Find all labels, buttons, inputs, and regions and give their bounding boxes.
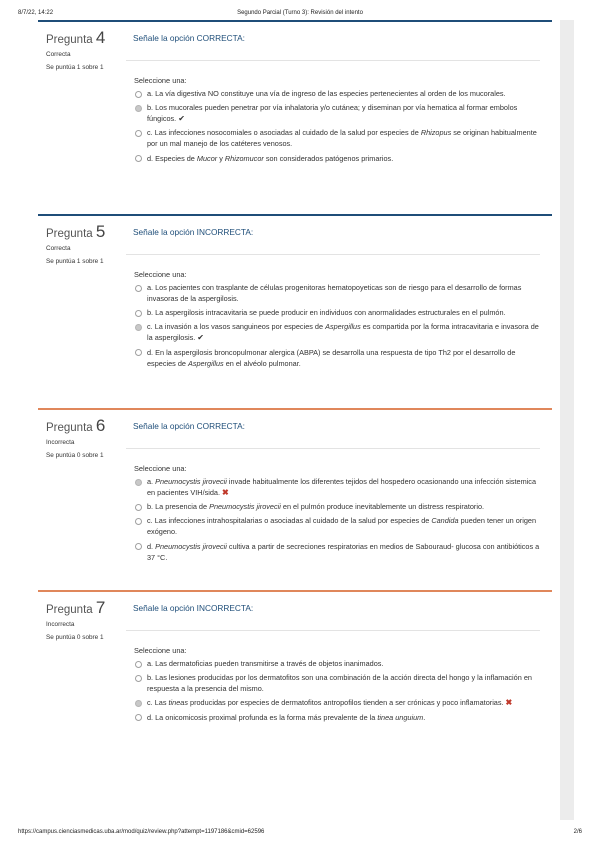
- option-b[interactable]: [135, 307, 540, 318]
- cross-icon: ✖: [505, 698, 513, 708]
- answer-options: [135, 88, 540, 164]
- question-text: Señale la opción INCORRECTA:: [126, 600, 540, 631]
- option-b[interactable]: [135, 501, 540, 512]
- option-c[interactable]: [135, 697, 540, 708]
- option-d[interactable]: [135, 347, 540, 369]
- print-page-number: 2/6: [573, 829, 582, 835]
- option-text: c. Las infecciones nosocomiales o asociadas al cuidado de la salud por especies de Rhizopus se originan habitualmente por un mal manejo de los catéteres venosos.: [147, 128, 537, 149]
- option-text: c. Las tineas producidas por especies de dermatofitos antropofilos tienden a ser crónicas y poco inflamatorias. ✖: [147, 698, 513, 708]
- radio-button-selected[interactable]: [135, 479, 142, 486]
- question-info: [46, 598, 126, 641]
- option-text: d. Pneumocystis jirovecii cultiva a partir de secreciones respiratorias en medios de Sabouraud- glucosa con antibióticos a 37 °C.: [147, 541, 540, 562]
- check-icon: ✔: [178, 114, 185, 124]
- radio-button[interactable]: [135, 130, 142, 137]
- answer-options: [135, 658, 540, 723]
- question-state: Correcta: [46, 51, 71, 58]
- question-formulation: [126, 30, 552, 164]
- option-text: d. En la aspergilosis broncopulmonar alergica (ABPA) se desarrolla una respuesta de tipo Th2 por el desarrollo de especies de Aspergillus en el alvéolo pulmonar.: [147, 347, 516, 368]
- question-4: [38, 20, 552, 214]
- radio-button-selected[interactable]: [135, 700, 142, 707]
- option-b[interactable]: [135, 672, 540, 694]
- option-d[interactable]: [135, 712, 540, 723]
- option-text: a. Los pacientes con trasplante de células progenitoras hematopoyeticas son de riesgo para el desarrollo de formas invasoras de la aspergilosis.: [147, 283, 522, 303]
- radio-button[interactable]: [135, 661, 142, 668]
- radio-button[interactable]: [135, 543, 142, 550]
- radio-button-selected[interactable]: [135, 105, 142, 112]
- question-info: [46, 222, 126, 265]
- answer-options: [135, 282, 540, 369]
- question-number: Pregunta 7: [46, 598, 106, 617]
- option-text: d. La onicomicosis proximal profunda es la forma más prevalente de la tinea unguium.: [147, 712, 426, 722]
- question-state: Incorrecta: [46, 621, 75, 628]
- option-text: a. Las dermatoficias pueden transmitirse a través de objetos inanimados.: [147, 659, 384, 668]
- question-6: [38, 408, 552, 590]
- option-a[interactable]: [135, 658, 540, 669]
- question-grade: Se puntúa 1 sobre 1: [46, 64, 104, 71]
- question-text: Señale la opción CORRECTA:: [126, 418, 540, 449]
- print-footer: [18, 829, 582, 839]
- radio-button[interactable]: [135, 285, 142, 292]
- answer-options: [135, 476, 540, 563]
- question-text: Señale la opción CORRECTA:: [126, 30, 540, 61]
- print-date: 8/7/22, 14:22: [18, 10, 54, 16]
- option-text: b. La presencia de Pneumocystis jirovecii en el pulmón produce inevitablemente un distress respiratorio.: [147, 502, 485, 512]
- option-a[interactable]: [135, 88, 540, 99]
- print-url: https://campus.cienciasmedicas.uba.ar/mod/quiz/review.php?attempt=1197186&cmid=62596: [18, 829, 265, 835]
- option-c[interactable]: [135, 127, 540, 149]
- quiz-review-content: [38, 20, 552, 770]
- question-text: Señale la opción INCORRECTA:: [126, 224, 540, 255]
- option-b[interactable]: [135, 102, 540, 124]
- print-title: Segundo Parcial (Turno 3): Revisión del intento: [237, 10, 363, 16]
- answer-prompt: Seleccione una:: [134, 270, 187, 279]
- option-c[interactable]: [135, 321, 540, 343]
- answer-prompt: Seleccione una:: [134, 464, 187, 473]
- question-state: Correcta: [46, 245, 71, 252]
- radio-button[interactable]: [135, 91, 142, 98]
- option-d[interactable]: [135, 541, 540, 563]
- radio-button[interactable]: [135, 675, 142, 682]
- question-state: Incorrecta: [46, 439, 75, 446]
- option-text: b. La aspergilosis intracavitaria se puede producir en individuos con anormalidades estructurales en el pulmón.: [147, 308, 506, 318]
- option-text: b. Las lesiones producidas por los dermatofitos son una combinación de la acción directa del hongo y la inflamación en respuesta a la presencia del mismo.: [147, 673, 532, 694]
- question-formulation: [126, 224, 552, 369]
- question-formulation: [126, 418, 552, 563]
- option-a[interactable]: [135, 282, 540, 304]
- radio-button[interactable]: [135, 714, 142, 721]
- question-grade: Se puntúa 0 sobre 1: [46, 452, 104, 459]
- option-a[interactable]: [135, 476, 540, 498]
- option-text: c. La invasión a los vasos sanguineos por especies de Aspergillus es compartida por la forma intracavitaria e invasora de la aspergilosis. ✔: [147, 322, 539, 343]
- answer-prompt: Seleccione una:: [134, 76, 187, 85]
- cross-icon: ✖: [222, 488, 229, 497]
- question-7: [38, 590, 552, 770]
- check-icon: ✔: [197, 333, 204, 343]
- answer-prompt: Seleccione una:: [134, 646, 187, 655]
- option-d[interactable]: [135, 153, 540, 164]
- print-header: [18, 10, 582, 20]
- option-text: a. La vía digestiva NO constituye una vía de ingreso de las especies pertenecientes al orden de los mucorales.: [147, 89, 506, 98]
- question-info: [46, 416, 126, 459]
- radio-button[interactable]: [135, 310, 142, 317]
- question-number: Pregunta 5: [46, 222, 106, 241]
- option-text: b. Los mucorales pueden penetrar por vía inhalatoria y/o cutánea; y diseminan por vía hematica al formar embolos fúngicos. ✔: [147, 103, 518, 124]
- radio-button[interactable]: [135, 518, 142, 525]
- scrollbar[interactable]: [560, 20, 574, 820]
- question-number: Pregunta 6: [46, 416, 106, 435]
- radio-button[interactable]: [135, 504, 142, 511]
- question-grade: Se puntúa 0 sobre 1: [46, 634, 104, 641]
- question-5: [38, 214, 552, 408]
- option-text: a. Pneumocystis jirovecii invade habitualmente los diferentes tejidos del hospedero ocasionando una infección sistemica en pacientes VIH/sida. ✖: [147, 477, 537, 497]
- question-formulation: [126, 600, 552, 723]
- question-info: [46, 28, 126, 71]
- radio-button[interactable]: [135, 349, 142, 356]
- option-c[interactable]: [135, 515, 540, 537]
- radio-button-selected[interactable]: [135, 324, 142, 331]
- option-text: c. Las infecciones intrahospitalarias o asociadas al cuidado de la salud por especies de Candida pueden tener un origen exógeno.: [147, 516, 537, 537]
- question-grade: Se puntúa 1 sobre 1: [46, 258, 104, 265]
- radio-button[interactable]: [135, 155, 142, 162]
- question-number: Pregunta 4: [46, 28, 106, 47]
- option-text: d. Especies de Mucor y Rhizomucor son considerados patógenos primarios.: [147, 153, 394, 163]
